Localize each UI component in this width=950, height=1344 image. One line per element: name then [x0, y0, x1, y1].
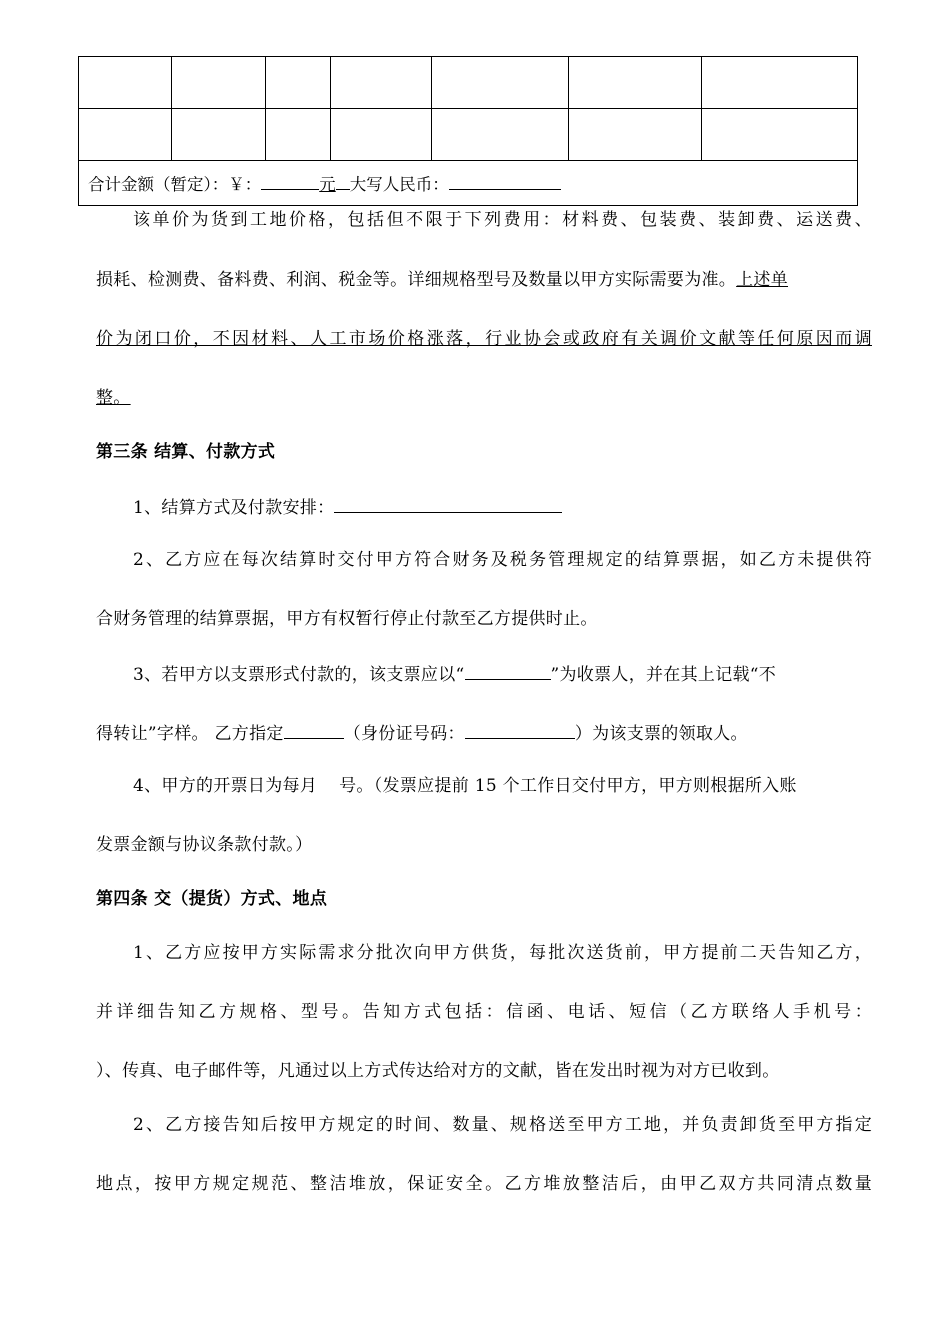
id-number-blank[interactable]: [465, 720, 575, 739]
price-note-line-2-underlined: 上述单: [736, 270, 789, 290]
item-3-text-c: 得转让”字样。 乙方指定: [96, 724, 284, 744]
table-cell: [79, 57, 172, 109]
total-amount-label: 合计金额（暂定）：￥：: [88, 175, 262, 194]
table-cell: [432, 57, 569, 109]
total-amount-blank[interactable]: [261, 171, 319, 190]
section-3-item-1: [133, 494, 872, 520]
total-unit: 元: [319, 175, 336, 194]
table-cell: [266, 57, 331, 109]
table-cell: [569, 109, 702, 161]
table-cell: [432, 109, 569, 161]
price-note-line-1: 该单价为货到工地价格，包括但不限于下列费用：材料费、包装费、装卸费、运送费、: [133, 210, 872, 230]
table-cell: [702, 109, 858, 161]
section-3-item-2-line-2: 合财务管理的结算票据，甲方有权暂行停止付款至乙方提供时止。: [96, 609, 598, 629]
table-cell: [172, 109, 266, 161]
section-4-item-2-line-1: 2、乙方接告知后按甲方规定的时间、数量、规格送至甲方工地，并负责卸货至甲方指定: [133, 1115, 872, 1135]
total-words-blank[interactable]: [449, 171, 561, 190]
table-cell: [331, 57, 432, 109]
price-note-line-2: [96, 268, 872, 292]
price-note-line-4: 整。: [96, 388, 131, 408]
section-3-item-4-line-1: [133, 774, 872, 798]
price-note-line-3: 价为闭口价，不因材料、人工市场价格涨落，行业协会或政府有关调价文献等任何原因而调: [96, 329, 872, 349]
section-3-item-3-line-2: [96, 720, 872, 746]
table-cell: [331, 109, 432, 161]
item-3-text-e: ）为该支票的领取人。: [574, 724, 748, 744]
section-4-item-2-line-2: 地点，按甲方规定规范、整洁堆放，保证安全。乙方堆放整洁后，由甲乙双方共同清点数量: [96, 1174, 872, 1194]
price-table: [78, 56, 858, 206]
table-cell: [569, 57, 702, 109]
payee-blank[interactable]: [465, 661, 551, 680]
section-4-item-1-line-1: 1、乙方应按甲方实际需求分批次向甲方供货，每批次送货前，甲方提前二天告知乙方，: [133, 943, 872, 963]
table-cell: [702, 57, 858, 109]
section-3-item-2-line-1: 2、乙方应在每次结算时交付甲方符合财务及税务管理规定的结算票据，如乙方未提供符: [133, 550, 872, 570]
item-3-text-b: ”为收票人，并在其上记载“不: [550, 665, 777, 685]
section-3-item-3-line-1: [133, 661, 872, 687]
table-cell: [172, 57, 266, 109]
item-4-text-b: 号。（发票应提前 15 个工作日交付甲方，甲方则根据所入账: [339, 776, 797, 796]
table-cell: [266, 109, 331, 161]
item-3-text-d: （身份证号码：: [343, 724, 465, 744]
section-4-item-1-line-3: ）、传真、电子邮件等，凡通过以上方式传达给对方的文献，皆在发出时视为对方已收到。: [96, 1061, 780, 1081]
settlement-blank[interactable]: [334, 494, 562, 513]
section-3-item-4-line-2: 发票金额与协议条款付款。）: [96, 835, 313, 855]
section-4-heading: 第四条 交（提货）方式、地点: [96, 889, 328, 909]
item-3-text-a: 3、若甲方以支票形式付款的，该支票应以“: [133, 665, 465, 685]
table-cell: [79, 109, 172, 161]
unit-trailing-blank: [336, 171, 350, 190]
table-row: [79, 57, 858, 109]
settlement-label: 1、结算方式及付款安排：: [133, 498, 335, 518]
table-row: [79, 109, 858, 161]
total-amount-cell: [79, 161, 858, 206]
section-4-item-1-line-2: 并详细告知乙方规格、型号。告知方式包括：信函、电话、短信（乙方联络人手机号：: [96, 1002, 872, 1022]
item-4-text-a: 4、甲方的开票日为每月: [133, 776, 318, 796]
recipient-name-blank[interactable]: [284, 720, 344, 739]
section-3-heading: 第三条 结算、付款方式: [96, 442, 276, 462]
price-note-line-2-text: 损耗、检测费、备料费、利润、税金等。详细规格型号及数量以甲方实际需要为准。: [96, 270, 737, 290]
total-words-label: 大写人民币：: [349, 175, 449, 194]
table-total-row: [79, 161, 858, 206]
